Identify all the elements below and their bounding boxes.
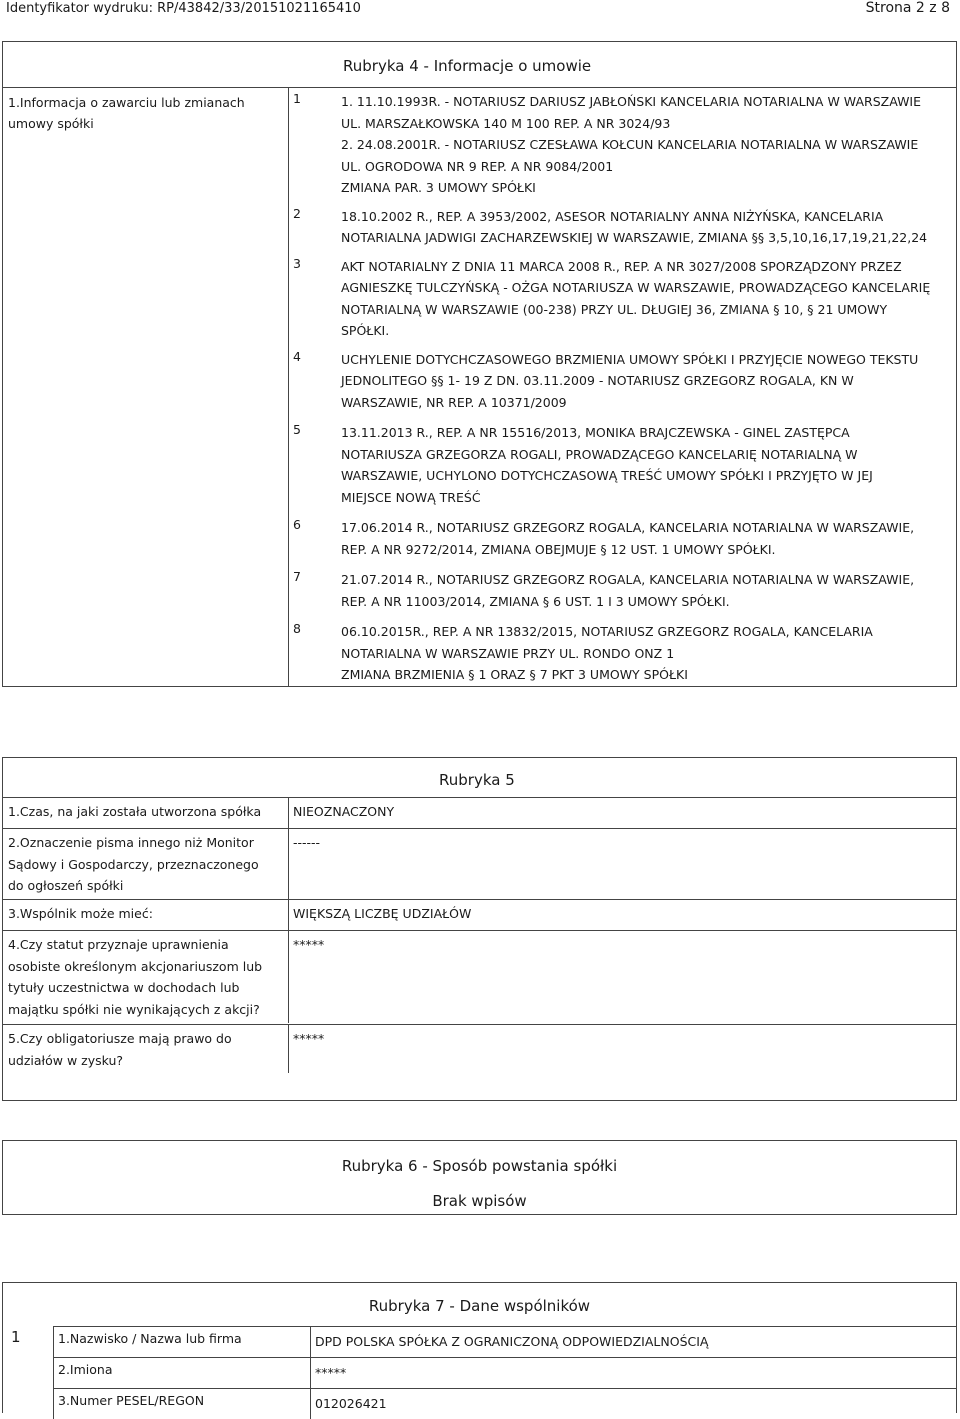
field-value: ***** xyxy=(310,1358,346,1388)
entry-number: 1 xyxy=(293,91,301,106)
table-row xyxy=(3,797,956,828)
field-value-text: ***** xyxy=(293,937,325,952)
field-label: 1.Czas, na jaki została utworzona spółka xyxy=(8,804,262,819)
entry-text: 13.11.2013 R., REP. A NR 15516/2013, MONIKA BRAJCZEWSKA - GINEL ZASTĘPCA NOTARIUSZA GRZEGORZA ROGALI, PROWADZĄCEGO KANCELARIĘ NOTARIALNĄ W WARSZAWIE, UCHYLONO DOTYCHCZASOWĄ TREŚĆ UMOWY SPÓŁKI I PRZYJĘTO W JEJ MIEJSCE NOWĄ TREŚĆ xyxy=(341,425,873,505)
partner-table xyxy=(53,1326,957,1419)
partner-index: 1 xyxy=(11,1328,21,1346)
entry-text: AKT NOTARIALNY Z DNIA 11 MARCA 2008 R., REP. A NR 3027/2008 SPORZĄDZONY PRZEZ AGNIESZKĘ TULCZYŃSKĄ - OŻGA NOTARIUSZA W WARSZAWIE, PROWADZĄCEGO KANCELARIĘ NOTARIALNĄ W WARSZAWIE (00-238) PRZY UL. DŁUGIEJ 36, ZMIANA § 10, § 21 UMOWY SPÓŁKI. xyxy=(341,258,931,338)
field-value xyxy=(288,931,949,1023)
entry-number: 2 xyxy=(293,205,301,221)
entry-text: 17.06.2014 R., NOTARIUSZ GRZEGORZ ROGALA, KANCELARIA NOTARIALNA W WARSZAWIE, REP. A NR 9272/2014, ZMIANA OBEJMUJE § 12 UST. 1 UMOWY SPÓŁKI. xyxy=(341,520,915,557)
entry-text: 21.07.2014 R., NOTARIUSZ GRZEGORZ ROGALA, KANCELARIA NOTARIALNA W WARSZAWIE, REP. A NR 11003/2014, ZMIANA § 6 UST. 1 I 3 UMOWY SPÓŁKI. xyxy=(341,572,915,609)
section-title: Rubryka 5 xyxy=(439,771,515,789)
entry-text: 1. 11.10.1993R. - NOTARIUSZ DARIUSZ JABŁOŃSKI KANCELARIA NOTARIALNA W WARSZAWIE UL. MARSZAŁKOWSKA 140 M 100 REP. A NR 3024/93 2. 24.08.2001R. - NOTARIUSZ CZESŁAWA KOŁCUN KANCELARIA NOTARIALNA W WARSZAWIE UL. OGRODOWA NR 9 REP. A NR 9084/2001 ZMIANA PAR. 3 UMOWY SPÓŁKI xyxy=(341,94,922,195)
field-value-text: ***** xyxy=(293,1031,325,1046)
field-label: 5.Czy obligatoriusze mają prawo do udziałów w zysku? xyxy=(8,1031,232,1068)
entries-list xyxy=(289,87,956,686)
entry-number: 7 xyxy=(293,569,301,584)
entry-text: UCHYLENIE DOTYCHCZASOWEGO BRZMIENIA UMOWY SPÓŁKI I PRZYJĘCIE NOWEGO TEKSTU JEDNOLITEGO §§ 1- 19 Z DN. 03.11.2009 - NOTARIUSZ GRZEGORZ ROGALA, KN W WARSZAWIE, NR REP. A 10371/2009 xyxy=(341,351,919,410)
field-value xyxy=(288,829,949,899)
table-row xyxy=(3,828,956,899)
page-header xyxy=(0,0,960,18)
field-label-cell xyxy=(3,87,289,687)
section-content: Brak wpisów xyxy=(432,1192,527,1210)
entry-text: 06.10.2015R., REP. A NR 13832/2015, NOTARIUSZ GRZEGORZ ROGALA, KANCELARIA NOTARIALNA W WARSZAWIE PRZY UL. RONDO ONZ 1 ZMIANA BRZMIENIA § 1 ORAZ § 7 PKT 3 UMOWY SPÓŁKI xyxy=(341,624,873,682)
section-title: Rubryka 4 - Informacje o umowie xyxy=(343,57,592,75)
entry-number: 5 xyxy=(293,422,301,437)
page-number: Strona 2 z 8 xyxy=(865,0,950,16)
section-rubryka-7 xyxy=(2,1282,957,1413)
field-label: 3.Wspólnik może mieć: xyxy=(8,906,153,921)
field-label: 1.Informacja o zawarciu lub zmianach umowy spółki xyxy=(8,95,245,131)
list-item xyxy=(289,206,956,249)
entry-text: 18.10.2002 R., REP. A 3953/2002, ASESOR NOTARIALNY ANNA NIŻYŃSKA, KANCELARIA NOTARIALNA JADWIGI ZACHARZEWSKIEJ W WARSZAWIE, ZMIANA §§ 3,5,10,16,17,19,21,22,24 xyxy=(341,208,928,245)
entry-number: 4 xyxy=(293,348,301,364)
field-value-text: NIEOZNACZONY xyxy=(293,804,395,819)
table-row xyxy=(3,899,956,930)
table-row xyxy=(3,1024,956,1101)
section-title: Rubryka 6 - Sposób powstania spółki xyxy=(341,1157,618,1175)
entry-number: 6 xyxy=(293,517,301,532)
section-title: Rubryka 7 - Dane wspólników xyxy=(368,1297,591,1315)
table-row xyxy=(54,1358,957,1389)
list-item xyxy=(289,517,956,560)
entry-number: 8 xyxy=(293,621,301,636)
field-value: DPD POLSKA SPÓŁKA Z OGRANICZONĄ ODPOWIEDZIALNOŚCIĄ xyxy=(310,1327,708,1357)
field-value xyxy=(288,1025,949,1073)
entry-number: 3 xyxy=(293,255,301,271)
table-row xyxy=(54,1327,957,1358)
field-value-text: WIĘKSZĄ LICZBĘ UDZIAŁÓW xyxy=(293,906,472,921)
table-row xyxy=(54,1389,957,1419)
list-item xyxy=(289,349,956,414)
field-value xyxy=(288,798,949,828)
field-label: 1.Nazwisko / Nazwa lub firma xyxy=(58,1331,242,1346)
print-identifier: Identyfikator wydruku: RP/43842/33/20151021165410 xyxy=(6,1,361,16)
field-value xyxy=(288,900,949,930)
field-label: 2.Imiona xyxy=(58,1362,113,1377)
field-value-text: ------ xyxy=(293,835,321,850)
list-item xyxy=(289,422,956,508)
list-item xyxy=(289,569,956,612)
section-rubryka-4 xyxy=(2,41,957,687)
field-label: 3.Numer PESEL/REGON xyxy=(58,1393,205,1408)
field-label: 4.Czy statut przyznaje uprawnienia osobiste określonym akcjonariuszom lub tytuły uczestnictwa w dochodach lub majątku spółki nie wynikających z akcji? xyxy=(8,937,263,1017)
section-rubryka-5 xyxy=(2,757,957,1101)
field-label: 2.Oznaczenie pisma innego niż Monitor Sądowy i Gospodarczy, przeznaczonego do ogłoszeń spółki xyxy=(8,835,259,893)
section-rubryka-6 xyxy=(2,1140,957,1215)
table-row xyxy=(3,930,956,1023)
list-item xyxy=(289,91,956,199)
list-item xyxy=(289,256,956,342)
field-value: 012026421 xyxy=(310,1389,387,1419)
list-item xyxy=(289,621,956,686)
